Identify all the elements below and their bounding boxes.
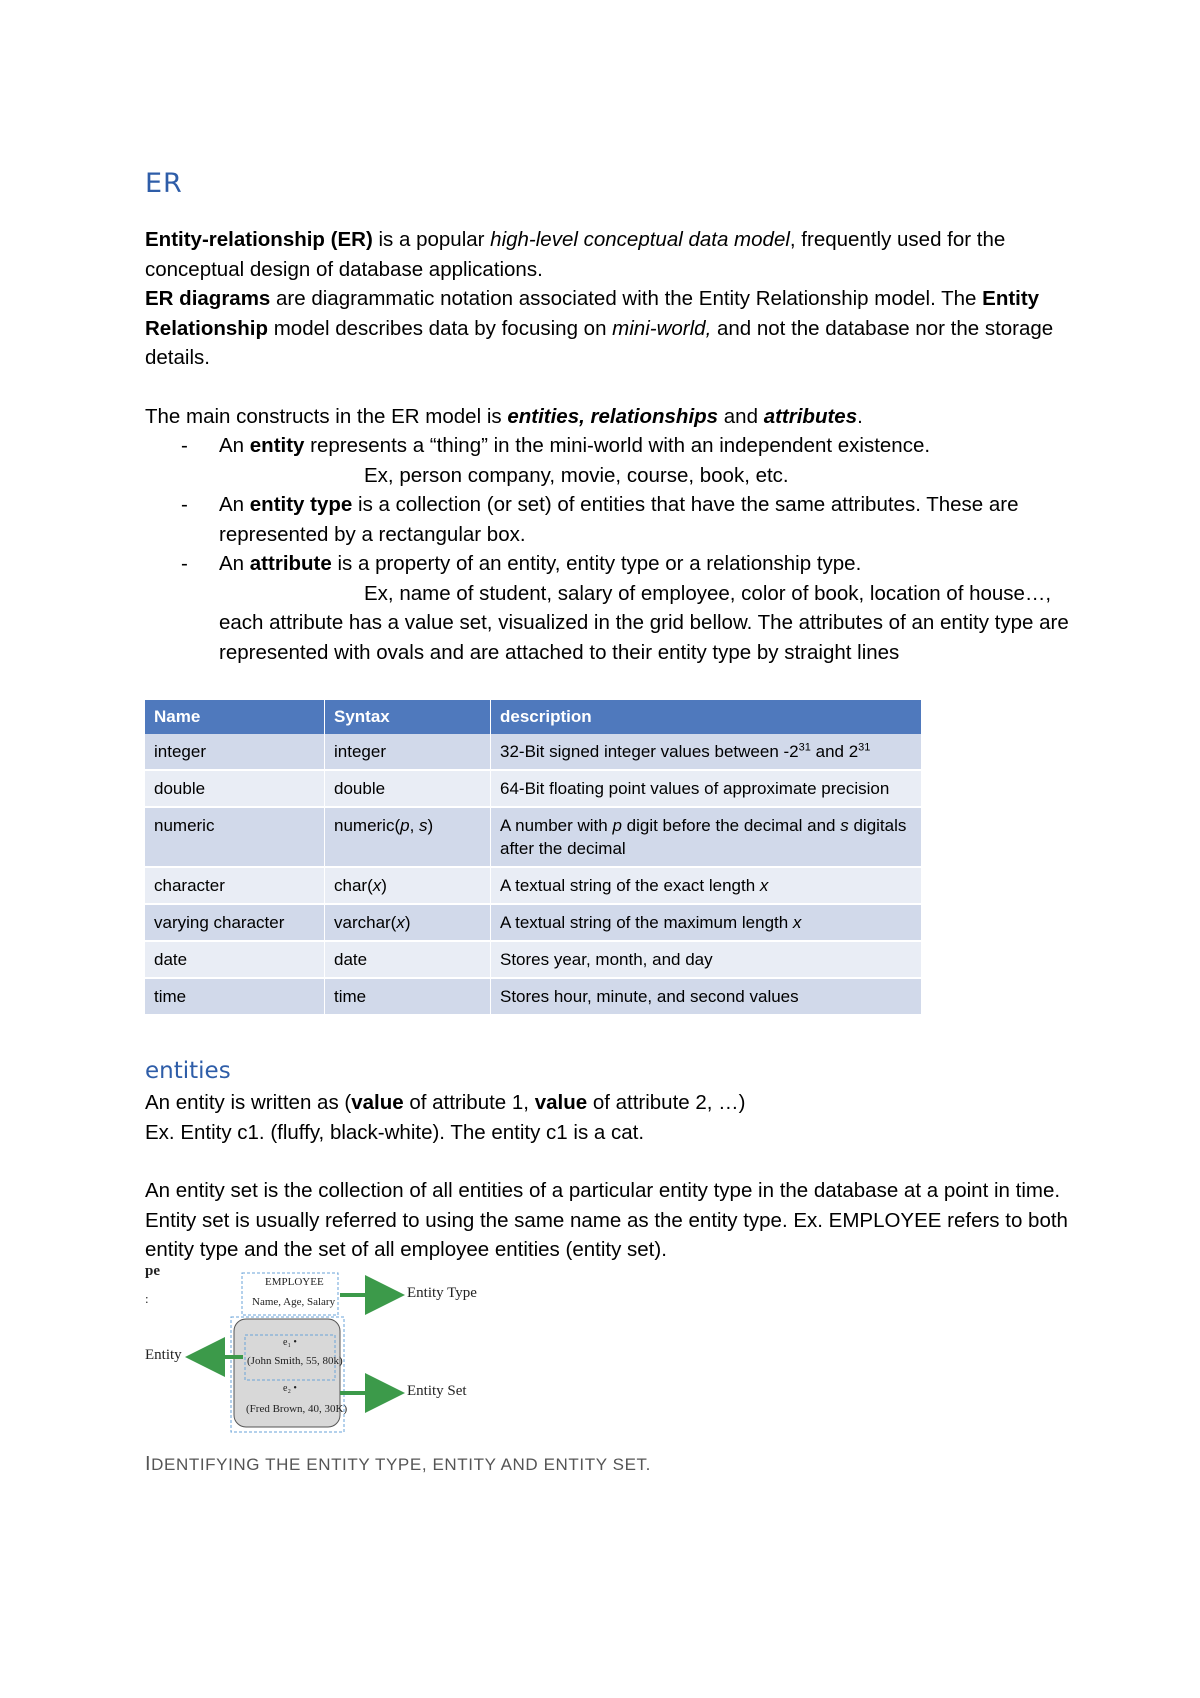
italic-var: p — [400, 816, 410, 835]
attribute-more-text: each attribute has a value set, visualized in the grid bellow. The attributes of an entity type are represented with ovals and are attached to their entity type by straight lines — [219, 611, 1069, 664]
text-run: and — [718, 404, 764, 428]
figure-caption — [145, 1453, 1075, 1476]
spacer — [145, 1147, 1075, 1176]
attribute-example: Ex, name of student, salary of employee, color of book, location of house…, — [364, 581, 1052, 605]
cell-syntax: date — [325, 941, 491, 978]
text-run: , — [409, 816, 420, 835]
table-row — [145, 734, 922, 770]
text-run: A textual string of the exact length — [500, 876, 760, 895]
bold-italic-term: entities, relationships — [507, 404, 719, 428]
entity-e2-label: e₂ • — [283, 1382, 297, 1394]
text-run: and not the database nor the storage details. — [145, 316, 1054, 369]
cell-name: integer — [145, 734, 325, 770]
clipped-text-fragment: : — [145, 1290, 149, 1306]
cell-syntax — [325, 807, 491, 867]
entity-example: Ex, person company, movie, course, book, etc. — [364, 463, 789, 487]
text-run: A number with — [500, 816, 613, 835]
cell-syntax — [325, 904, 491, 941]
italic-var: x — [759, 876, 769, 895]
bold-term: attribute — [249, 552, 332, 575]
cell-name: numeric — [145, 807, 325, 867]
text-run: ) — [427, 816, 434, 835]
italic-term: high-level conceptual data model — [490, 228, 790, 251]
cell-syntax: double — [325, 770, 491, 807]
text-run: char( — [334, 876, 373, 895]
entity-e1-label: e₁ • — [283, 1336, 297, 1348]
cell-syntax — [325, 867, 491, 904]
text-run: , frequently used for the conceptual design of database applications. — [145, 228, 1006, 281]
text-run: numeric( — [334, 816, 401, 835]
cell-name: character — [145, 867, 325, 904]
list-item-entity-type — [145, 490, 1075, 549]
entity-set-paragraph: An entity set is the collection of all entities of a particular entity type in the database at a point in time. Entity set is usually referred to using the same name as the entity type. Ex. EMPLOYEE refers to both entity type and the set of all employee entities (entity set). — [145, 1179, 1068, 1261]
text-run: represents a “thing” in the mini-world with an independent existence. — [304, 434, 931, 457]
text-run: are diagrammatic notation associated with the Entity Relationship model. The — [270, 287, 983, 310]
entity-diagram — [145, 1262, 645, 1447]
bold-term: entity type — [249, 493, 353, 516]
superscript: 31 — [858, 741, 871, 754]
label-entity-set: Entity Set — [407, 1382, 467, 1399]
cell-description — [491, 867, 922, 904]
table-row — [145, 941, 922, 978]
clipped-text-fragment: pe — [145, 1262, 160, 1279]
entity-type-name: EMPLOYEE — [265, 1275, 324, 1288]
page-title: ER — [145, 168, 183, 199]
italic-var: x — [396, 913, 405, 932]
text-run: and 2 — [810, 742, 859, 761]
intro-paragraph-2 — [145, 284, 1075, 373]
table-row — [145, 904, 922, 941]
column-header-description: description — [491, 700, 922, 734]
bold-term: Entity Relationship — [145, 287, 1040, 340]
text-run: is a collection (or set) of entities that have the same attributes. These are represented by a rectangular box. — [219, 493, 1019, 546]
entity-example-line: Ex. Entity c1. (fluffy, black-white). The entity c1 is a cat. — [145, 1120, 645, 1144]
cell-description: 64-Bit floating point values of approximate precision — [491, 770, 922, 807]
caption-initial: I — [145, 1452, 152, 1475]
constructs-list — [145, 431, 1075, 667]
italic-term: mini-world, — [612, 316, 712, 340]
bold-term: Entity-relationship (ER) — [145, 228, 373, 251]
italic-var: x — [792, 913, 802, 932]
data-types-table — [145, 700, 922, 1016]
constructs-lead — [145, 402, 1075, 432]
cell-description — [491, 904, 922, 941]
text-run: ) — [404, 913, 411, 932]
label-entity-type: Entity Type — [407, 1284, 477, 1301]
cell-syntax: time — [325, 978, 491, 1015]
text-run: An — [219, 552, 250, 575]
text-run: 32-Bit signed integer values between -2 — [500, 742, 799, 761]
italic-var: s — [419, 816, 428, 835]
cell-name: double — [145, 770, 325, 807]
entity-notation-line — [145, 1088, 1075, 1118]
cell-description: Stores year, month, and day — [491, 941, 922, 978]
bold-term: ER diagrams — [145, 287, 271, 310]
text-run: . — [857, 404, 863, 428]
cell-description — [491, 734, 922, 770]
column-header-name: Name — [145, 700, 325, 734]
superscript: 31 — [798, 741, 811, 754]
text-run: of attribute 1, — [403, 1091, 535, 1114]
spacer — [145, 373, 1075, 402]
text-run: model describes data by focusing on — [268, 316, 613, 340]
bold-term: value — [534, 1091, 588, 1114]
italic-var: p — [612, 816, 622, 835]
italic-var: x — [372, 876, 382, 895]
list-item-entity — [145, 431, 1075, 490]
entity-e1-values: (John Smith, 55, 80k) — [247, 1354, 343, 1367]
list-item-attribute — [145, 549, 1075, 667]
cell-name: date — [145, 941, 325, 978]
bullet-dash: - — [181, 552, 188, 575]
cell-description — [491, 807, 922, 867]
bold-term: entity — [249, 434, 305, 457]
table-row — [145, 770, 922, 807]
table-header-row — [145, 700, 922, 734]
text-run: is a property of an entity, entity type or a relationship type. — [331, 552, 862, 575]
cell-name: varying character — [145, 904, 325, 941]
cell-name: time — [145, 978, 325, 1015]
entity-diagram-graphics — [145, 1267, 645, 1447]
text-run: The main constructs in the ER model is — [145, 404, 508, 428]
document-page — [145, 168, 1075, 1476]
entity-type-attributes: Name, Age, Salary — [252, 1295, 336, 1308]
table-row — [145, 867, 922, 904]
bold-italic-term: attributes — [763, 404, 858, 428]
text-run: An — [219, 434, 250, 457]
caption-text: DENTIFYING THE ENTITY TYPE, ENTITY AND ENTITY SET. — [151, 1454, 651, 1474]
italic-var: s — [840, 816, 849, 835]
entity-e2-values: (Fred Brown, 40, 30K) — [246, 1402, 348, 1415]
bullet-dash: - — [181, 493, 188, 516]
text-run: An entity is written as ( — [145, 1091, 352, 1114]
text-run: of attribute 2, …) — [587, 1091, 746, 1114]
text-run: digitals after the decimal — [500, 816, 907, 858]
text-run: is a popular — [372, 228, 491, 251]
column-header-syntax: Syntax — [325, 700, 491, 734]
text-run: An — [219, 493, 250, 516]
text-run: A textual string of the maximum length — [500, 913, 793, 932]
bullet-dash: - — [181, 434, 188, 457]
label-entity: Entity — [145, 1346, 182, 1363]
bold-term: value — [351, 1091, 404, 1114]
text-run: varchar( — [334, 913, 397, 932]
text-run: digit before the decimal and — [621, 816, 841, 835]
text-run: ) — [381, 876, 387, 895]
table-row — [145, 978, 922, 1015]
section-heading-entities: entities — [145, 1058, 231, 1084]
cell-description: Stores hour, minute, and second values — [491, 978, 922, 1015]
intro-paragraph-1 — [145, 225, 1075, 284]
cell-syntax: integer — [325, 734, 491, 770]
table-row — [145, 807, 922, 867]
